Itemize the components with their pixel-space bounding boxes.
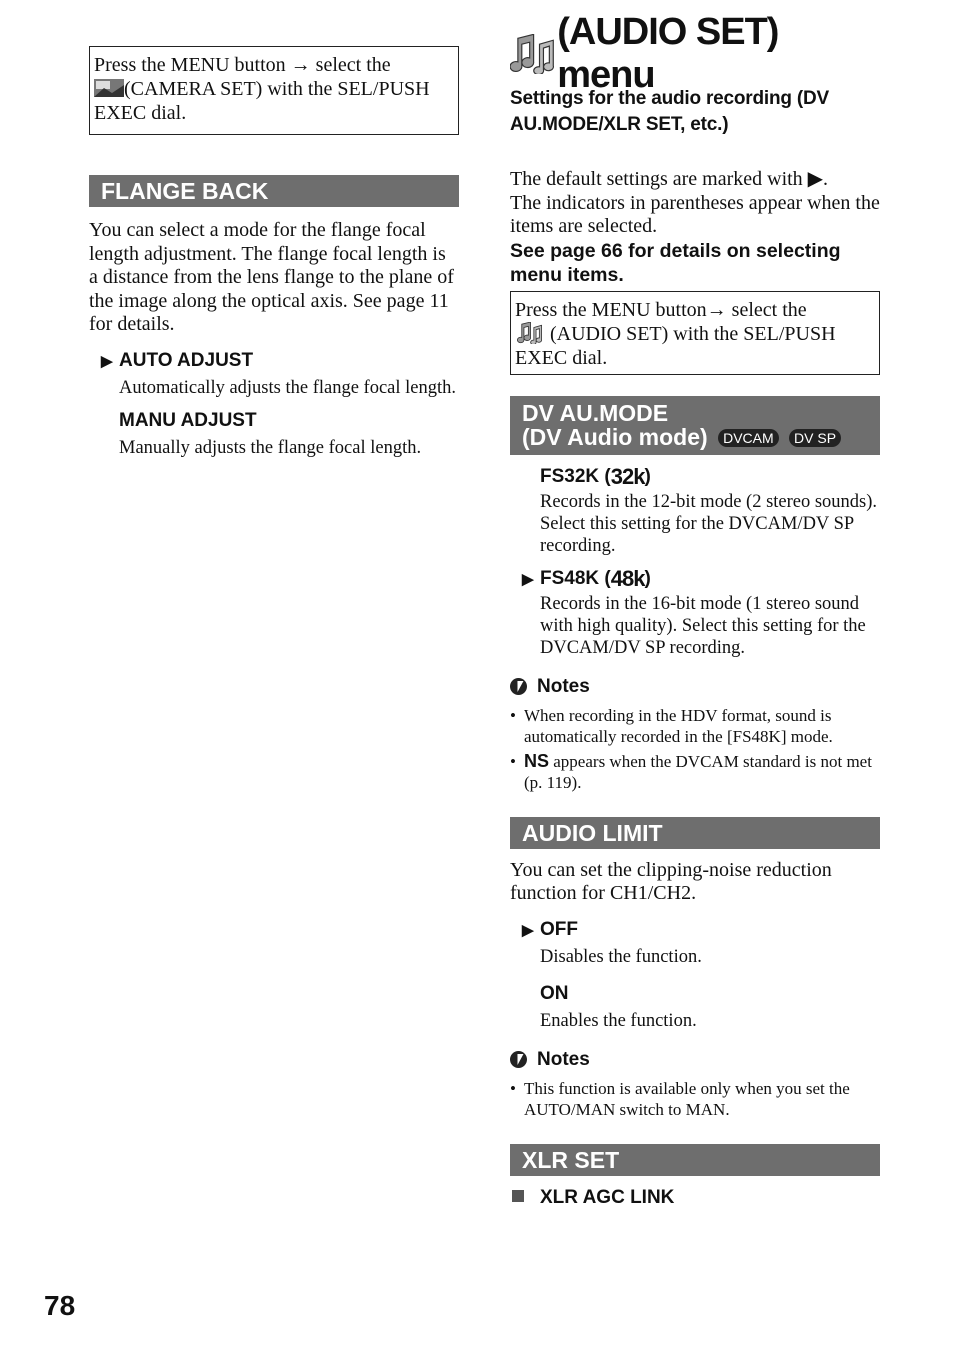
xlr-set-heading: XLR SET: [510, 1144, 880, 1176]
square-bullet-icon: [512, 1190, 524, 1202]
default-settings-note: The default settings are marked with ▶.: [510, 168, 829, 190]
audio-limit-notes-heading: Notes: [510, 1048, 880, 1072]
option-label: FS48K (: [540, 567, 611, 589]
dv-au-mode-title-line1: DV AU.MODE: [522, 399, 669, 426]
option-description: Manually adjusts the flange focal length.: [119, 437, 422, 458]
option-description: Records in the 16-bit mode (1 stereo sound with high quality). Select this setting for the DVCAM/DV SP recording.: [540, 593, 866, 658]
xlr-agc-link-item: XLR AGC LINK: [510, 1186, 880, 1210]
option-label: AUTO ADJUST: [119, 349, 254, 371]
option-label: OFF: [540, 918, 578, 940]
option-label: FS32K (: [540, 465, 611, 487]
right-column: [510, 11, 880, 1210]
audio-limit-option-on: [510, 982, 880, 1032]
audio-set-instruction-box: [510, 291, 880, 375]
option-description: Records in the 12-bit mode (2 stereo sounds). Select this setting for the DVCAM/DV SP recording.: [540, 491, 878, 556]
option-description: Enables the function.: [540, 1010, 697, 1031]
menu-title: [510, 11, 880, 96]
dv-au-mode-notes-heading: Notes: [510, 675, 880, 699]
instruction-line-1: Press the MENU button→ select the: [515, 298, 807, 321]
notes-icon: [510, 678, 527, 695]
option-label: ON: [540, 982, 569, 1004]
instruction-line-2: (CAMERA SET) with the SEL/PUSH: [124, 78, 430, 100]
left-column: [89, 46, 459, 459]
flange-back-heading: FLANGE BACK: [89, 175, 459, 207]
option-label: MANU ADJUST: [119, 409, 257, 431]
dv-au-mode-title-line2: (DV Audio mode): [522, 423, 708, 450]
default-marker: ▶: [522, 570, 534, 588]
flange-back-description: You can select a mode for the flange focal length adjustment. The flange focal length is a distance from the lens flange to the plane of the image along the optical axis. See page 11 for details.: [89, 219, 454, 335]
note-item: • NS appears when the DVCAM standard is not met (p. 119).: [510, 751, 880, 793]
ns-icon: NS: [524, 750, 550, 771]
audio-limit-option-off: [510, 918, 880, 968]
default-marker: ▶: [101, 352, 113, 370]
dv-au-mode-heading: [510, 396, 880, 455]
page-number: 78: [44, 1290, 76, 1321]
indicators-note: The indicators in parentheses appear when the items are selected.: [510, 191, 880, 237]
option-description: Automatically adjusts the flange focal length.: [119, 377, 457, 398]
fs48k-icon: 48k: [610, 565, 645, 591]
flange-back-option-auto: [89, 349, 459, 399]
fs32k-icon: 32k: [610, 463, 645, 489]
audio-limit-heading: AUDIO LIMIT: [510, 817, 880, 849]
instruction-line-3: EXEC dial.: [515, 346, 608, 369]
instruction-line-3: EXEC dial.: [94, 102, 187, 124]
dv-sp-badge: DV SP: [789, 429, 841, 447]
dv-au-mode-option-48k: ▶ FS48K (48k) Records in the 16-bit mode (1 stereo sound with high quality). Select this setting for the DVCAM/DV SP recording.: [510, 567, 880, 659]
option-description: Disables the function.: [540, 946, 702, 967]
instruction-line-2: (AUDIO SET) with the SEL/PUSH: [550, 322, 836, 345]
music-note-icon: [510, 34, 555, 74]
camera-set-icon: [94, 79, 124, 97]
audio-limit-description: You can set the clipping-noise reduction function for CH1/CH2.: [510, 858, 832, 904]
see-page-reference: See page 66 for details on selecting menu items.: [510, 239, 841, 286]
camera-set-instruction-box: [89, 46, 459, 135]
flange-back-option-manual: [89, 409, 459, 459]
music-note-icon: [515, 322, 545, 344]
instruction-line-1: Press the MENU button → select the: [94, 54, 391, 76]
note-item: • When recording in the HDV format, sound is automatically recorded in the [FS48K] mode.: [510, 705, 880, 747]
note-item: • This function is available only when you set the AUTO/MAN switch to MAN.: [510, 1078, 880, 1120]
dvcam-badge: DVCAM: [718, 429, 779, 447]
menu-title-text: (AUDIO SET) menu: [557, 11, 779, 96]
default-marker: ▶: [522, 921, 534, 939]
dv-au-mode-option-32k: FS32K (32k) Records in the 12-bit mode (2 stereo sounds). Select this setting for the DVCAM/DV SP recording.: [510, 465, 880, 557]
notes-icon: [510, 1051, 527, 1068]
menu-subtitle: Settings for the audio recording (DV AU.MODE/XLR SET, etc.): [510, 88, 829, 135]
